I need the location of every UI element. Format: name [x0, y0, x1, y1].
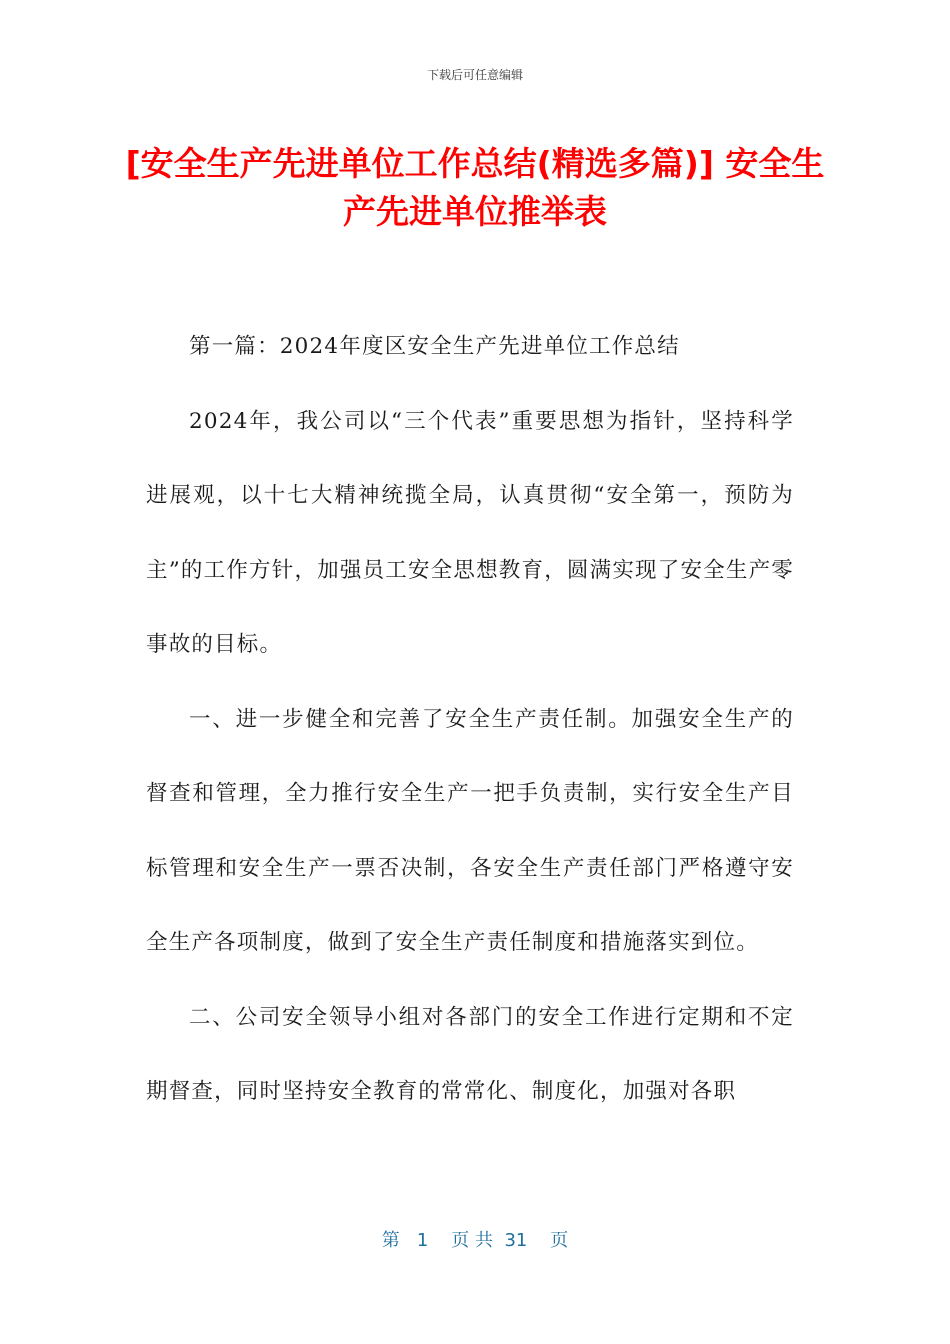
current-page-number: 1: [416, 1230, 429, 1251]
body-paragraph: 2024年，我公司以“三个代表”重要思想为指针，坚持科学进展观，以十七大精神统揽全局，认真贯彻“安全第一，预防为主”的工作方针，加强员工安全思想教育，圆满实现了安全生产零事故的目标。: [146, 408, 794, 657]
footer-prefix: 第: [381, 1230, 400, 1251]
header-note: 下载后可任意编辑: [426, 68, 523, 82]
document-title: [安全生产先进单位工作总结(精选多篇)] 安全生产先进单位推举表: [125, 144, 825, 231]
footer-middle: 页 共: [451, 1230, 493, 1251]
total-pages-number: 31: [504, 1230, 528, 1251]
section-heading: 第一篇：2024年度区安全生产先进单位工作总结: [189, 334, 680, 359]
body-paragraph: 一、进一步健全和完善了安全生产责任制。加强安全生产的督查和管理，全力推行安全生产一把手负责制，实行安全生产目标管理和安全生产一票否决制，各安全生产责任部门严格遵守安全生产各项制度，做到了安全生产责任制度和措施落实到位。: [146, 706, 794, 955]
document-body: [146, 310, 794, 1130]
footer-suffix: 页: [550, 1230, 569, 1251]
page-footer: [0, 1226, 950, 1252]
body-paragraph: 二、公司安全领导小组对各部门的安全工作进行定期和不定期督查，同时坚持安全教育的常常化、制度化，加强对各职: [146, 1004, 794, 1104]
